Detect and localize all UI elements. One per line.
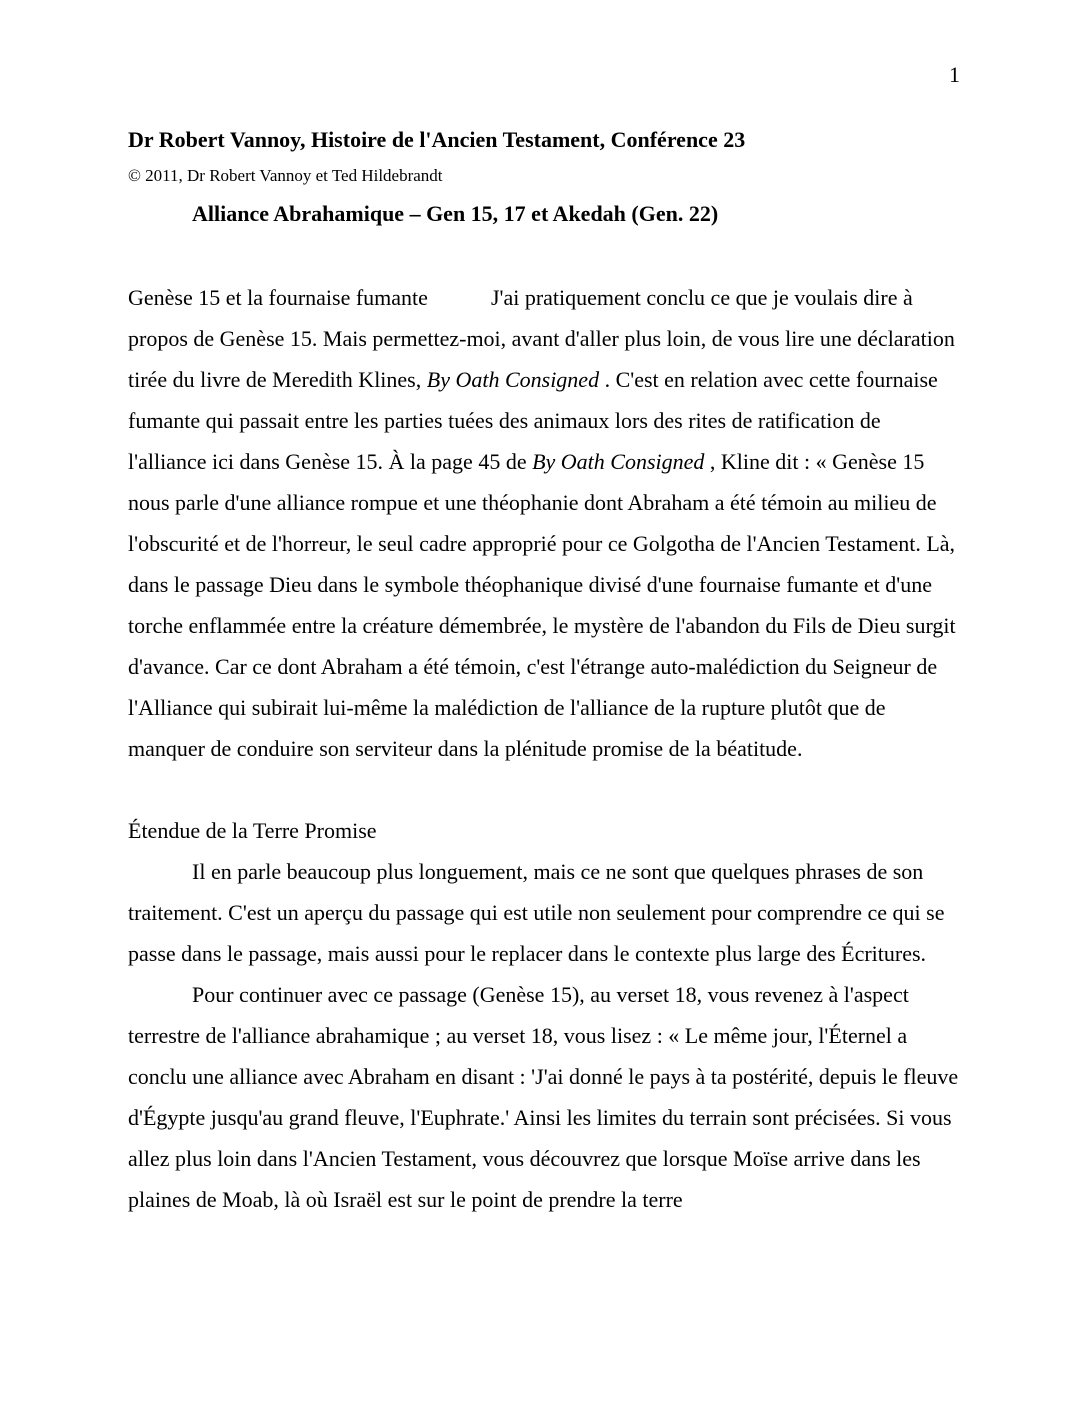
copyright-line: © 2011, Dr Robert Vannoy et Ted Hildebrandt <box>128 166 443 185</box>
document-title: Dr Robert Vannoy, Histoire de l'Ancien Testament, Conférence 23 <box>128 127 746 152</box>
text-segment: . C'est en relation avec cette fournaise fumante qui passait entre les parties tuées des animaux lors des rites de ratification de l'alliance ici dans Genèse 15. À la page 45 de <box>128 367 938 474</box>
paragraph-traitement: Il en parle beaucoup plus longuement, mais ce ne sont que quelques phrases de son traitement. C'est un aperçu du passage qui est utile non seulement pour comprendre ce qui se passe dans le passage, mais aussi pour le replacer dans le contexte plus large des Écritures. <box>128 859 945 966</box>
paragraph-genesis-15 <box>128 277 960 769</box>
document-content <box>128 126 960 1220</box>
page-number: 1 <box>949 62 960 87</box>
paragraph-lead-text: Genèse 15 et la fournaise fumante <box>128 285 428 310</box>
paragraph-verset-18: Pour continuer avec ce passage (Genèse 15), au verset 18, vous revenez à l'aspect terrestre de l'alliance abrahamique ; au verset 18, vous lisez : « Le même jour, l'Éternel a conclu une alliance avec Abraham en disant : 'J'ai donné le pays à ta postérité, depuis le fleuve d'Égypte jusqu'au grand fleuve, l'Euphrate.' Ainsi les limites du terrain sont précisées. Si vous allez plus loin dans l'Ancien Testament, vous découvrez que lorsque Moïse arrive dans les plaines de Moab, là où Israël est sur le point de prendre la terre <box>128 982 959 1212</box>
text-segment: J'ai pratiquement conclu ce que je voulais dire à propos de Genèse 15. Mais permettez-moi, avant d'aller plus loin, de vous lire une déclaration tirée du livre de Meredith Klines, <box>128 285 955 392</box>
section-heading-terre-promise: Étendue de la Terre Promise <box>128 818 377 843</box>
book-title-italic: By Oath Consigned <box>426 367 600 392</box>
document-subtitle: Alliance Abrahamique – Gen 15, 17 et Akedah (Gen. 22) <box>192 201 719 226</box>
book-title-italic: By Oath Consigned <box>532 449 705 474</box>
document-body <box>128 277 960 1220</box>
text-segment: , Kline dit : « Genèse 15 nous parle d'une alliance rompue et une théophanie dont Abraham a été témoin au milieu de l'obscurité et de l'horreur, le seul cadre approprié pour ce Golgotha de l'Ancien Testament. Là, dans le passage Dieu dans le symbole théophanique divisé d'une fournaise fumante et d'une torche enflammée entre la créature démembrée, le mystère de l'abandon du Fils de Dieu surgit d'avance. Car ce dont Abraham a été témoin, c'est l'étrange auto-malédiction du Seigneur de l'Alliance qui subirait lui-même la malédiction de l'alliance de la rupture plutôt que de manquer de conduire son serviteur dans la plénitude promise de la béatitude. <box>128 449 956 761</box>
